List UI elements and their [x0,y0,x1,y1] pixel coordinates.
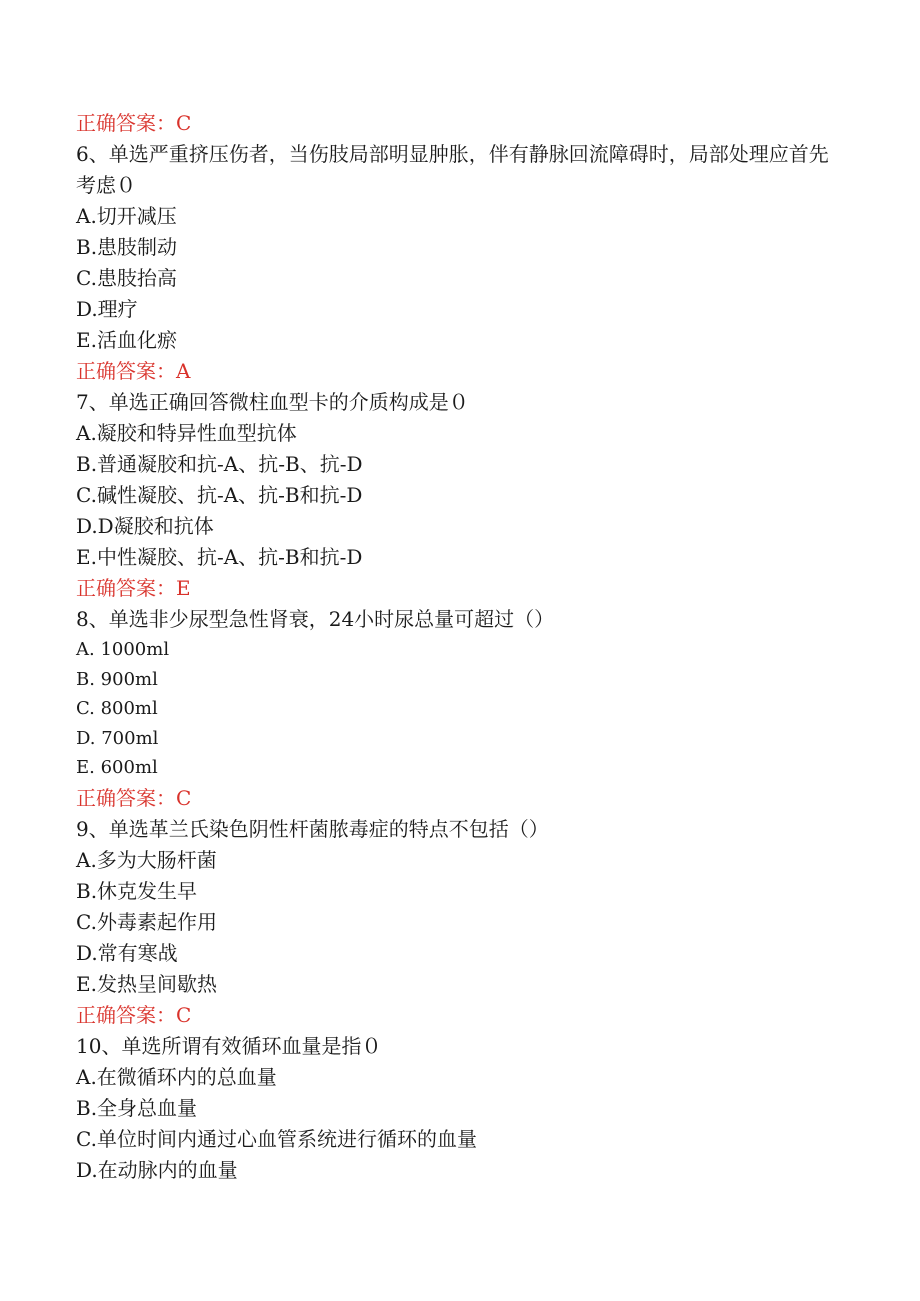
option-line: D.在动脉内的血量 [76,1157,238,1182]
answer-line: 正确答案：A [76,359,191,383]
option-line: C. 800ml [76,698,158,719]
question-text: 6、单选严重挤压伤者，当伤肢局部明显肿胀，伴有静脉回流障碍时，局部处理应首先考虑０ [76,142,829,197]
answer-line: 正确答案：E [76,576,191,600]
option-line: E.发热呈间歇热 [76,971,217,996]
question-text: 9、单选革兰氏染色阴性杆菌脓毒症的特点不包括（） [76,816,549,841]
option-line: B.全身总血量 [76,1095,198,1120]
option-line: C.患肢抬高 [76,266,177,290]
option-line: A.凝胶和特异性血型抗体 [76,421,297,445]
option-line: B. 900ml [76,668,158,690]
option-line: B.患肢制动 [76,235,178,259]
option-line: A.切开减压 [76,204,177,228]
option-line: A.在微循环内的总血量 [76,1064,277,1089]
option-line: E.活血化瘀 [76,328,177,352]
option-line: E.中性凝胶、抗-A、抗-B和抗-D [76,545,363,569]
option-line: A.多为大肠杆菌 [76,847,217,872]
option-line: C.外毒素起作用 [76,909,217,934]
option-line: B.普通凝胶和抗-A、抗-B、抗-D [76,452,363,476]
question-text: 10、单选所谓有效循环血量是指０ [76,1033,382,1058]
answer-line: 正确答案：C [76,111,192,135]
question-text: 7、单选正确回答微柱血型卡的介质构成是０ [76,390,469,414]
option-line: D.理疗 [76,297,138,321]
option-line: D. 700ml [76,727,159,749]
option-line: D.D凝胶和抗体 [76,514,214,538]
option-line: B.休克发生早 [76,878,198,903]
exam-page [76,108,836,1186]
answer-line: 正确答案：C [76,1002,192,1027]
question-text: 8、单选非少尿型急性肾衰，24小时尿总量可超过（） [76,607,555,631]
option-line: D.常有寒战 [76,940,178,965]
option-line: C.碱性凝胶、抗-A、抗-B和抗-D [76,483,363,507]
option-line: A. 1000ml [76,639,170,660]
option-line: E. 600ml [76,757,158,778]
option-line: C.单位时间内通过心血管系统进行循环的血量 [76,1126,477,1151]
answer-line: 正确答案：C [76,785,192,810]
